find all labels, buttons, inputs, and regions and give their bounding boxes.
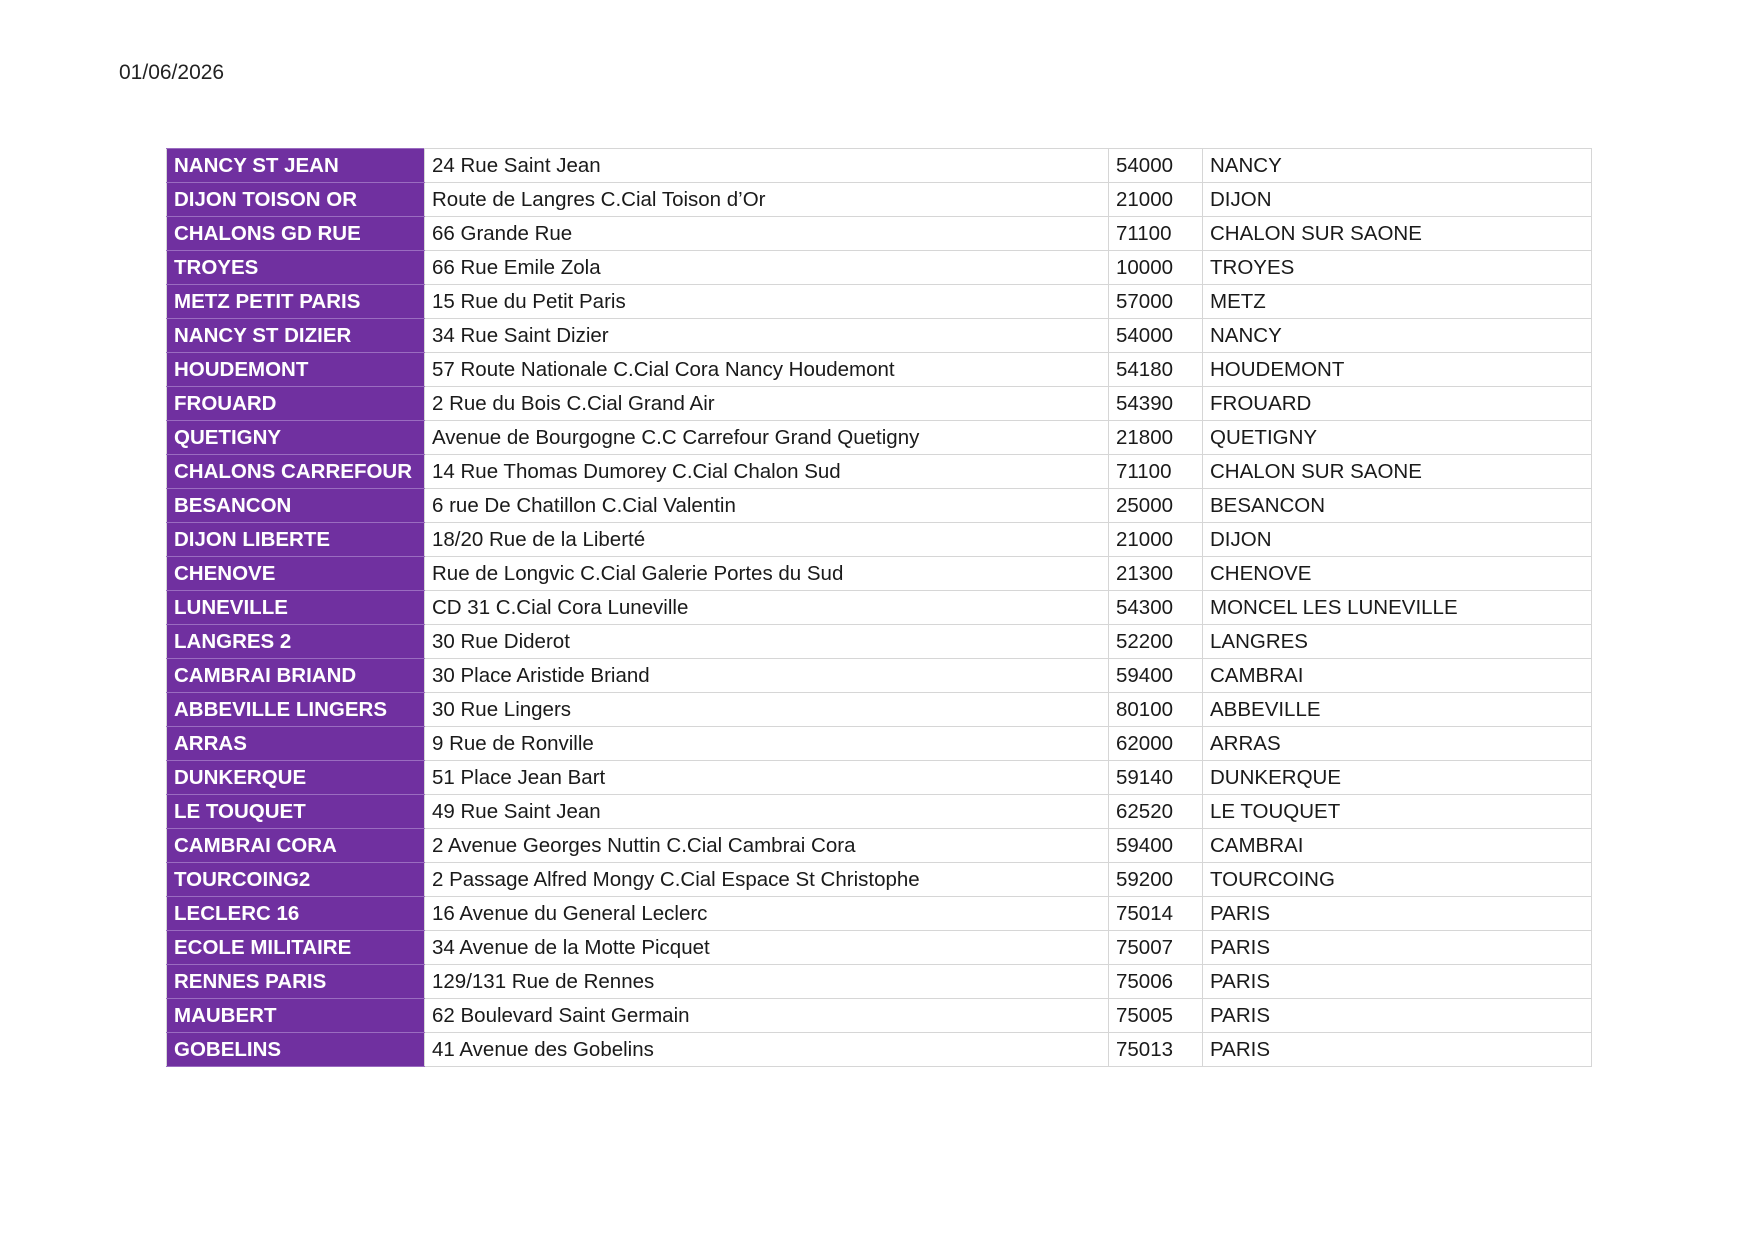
address-cell: 18/20 Rue de la Liberté bbox=[425, 523, 1109, 557]
postal-code-cell: 10000 bbox=[1109, 251, 1203, 285]
city-cell: HOUDEMONT bbox=[1203, 353, 1592, 387]
postal-code-cell: 75005 bbox=[1109, 999, 1203, 1033]
address-cell: 62 Boulevard Saint Germain bbox=[425, 999, 1109, 1033]
table-row bbox=[167, 693, 1592, 727]
postal-code-cell: 59200 bbox=[1109, 863, 1203, 897]
table-row bbox=[167, 761, 1592, 795]
address-cell: 66 Grande Rue bbox=[425, 217, 1109, 251]
store-name-cell: DUNKERQUE bbox=[167, 761, 425, 795]
store-name-cell: CHENOVE bbox=[167, 557, 425, 591]
address-cell: 41 Avenue des Gobelins bbox=[425, 1033, 1109, 1067]
store-name-cell: RENNES PARIS bbox=[167, 965, 425, 999]
postal-code-cell: 59400 bbox=[1109, 659, 1203, 693]
store-name-cell: LANGRES 2 bbox=[167, 625, 425, 659]
table-row bbox=[167, 149, 1592, 183]
postal-code-cell: 71100 bbox=[1109, 455, 1203, 489]
table-row bbox=[167, 863, 1592, 897]
store-name-cell: ABBEVILLE LINGERS bbox=[167, 693, 425, 727]
city-cell: METZ bbox=[1203, 285, 1592, 319]
address-cell: Rue de Longvic C.Cial Galerie Portes du Sud bbox=[425, 557, 1109, 591]
address-cell: 6 rue De Chatillon C.Cial Valentin bbox=[425, 489, 1109, 523]
store-name-cell: QUETIGNY bbox=[167, 421, 425, 455]
address-cell: 14 Rue Thomas Dumorey C.Cial Chalon Sud bbox=[425, 455, 1109, 489]
address-cell: 66 Rue Emile Zola bbox=[425, 251, 1109, 285]
store-name-cell: LUNEVILLE bbox=[167, 591, 425, 625]
address-cell: 34 Avenue de la Motte Picquet bbox=[425, 931, 1109, 965]
postal-code-cell: 75006 bbox=[1109, 965, 1203, 999]
table-row bbox=[167, 285, 1592, 319]
postal-code-cell: 52200 bbox=[1109, 625, 1203, 659]
postal-code-cell: 54180 bbox=[1109, 353, 1203, 387]
address-cell: 51 Place Jean Bart bbox=[425, 761, 1109, 795]
store-name-cell: TROYES bbox=[167, 251, 425, 285]
postal-code-cell: 75014 bbox=[1109, 897, 1203, 931]
table-row bbox=[167, 319, 1592, 353]
table-row bbox=[167, 387, 1592, 421]
store-name-cell: GOBELINS bbox=[167, 1033, 425, 1067]
store-name-cell: ARRAS bbox=[167, 727, 425, 761]
table-row bbox=[167, 965, 1592, 999]
table-row bbox=[167, 931, 1592, 965]
city-cell: TROYES bbox=[1203, 251, 1592, 285]
table-row bbox=[167, 795, 1592, 829]
postal-code-cell: 62000 bbox=[1109, 727, 1203, 761]
city-cell: TOURCOING bbox=[1203, 863, 1592, 897]
address-cell: 34 Rue Saint Dizier bbox=[425, 319, 1109, 353]
store-name-cell: DIJON LIBERTE bbox=[167, 523, 425, 557]
city-cell: ARRAS bbox=[1203, 727, 1592, 761]
city-cell: DIJON bbox=[1203, 523, 1592, 557]
table-row bbox=[167, 489, 1592, 523]
postal-code-cell: 80100 bbox=[1109, 693, 1203, 727]
city-cell: PARIS bbox=[1203, 1033, 1592, 1067]
address-cell: 2 Rue du Bois C.Cial Grand Air bbox=[425, 387, 1109, 421]
postal-code-cell: 57000 bbox=[1109, 285, 1203, 319]
address-cell: 2 Avenue Georges Nuttin C.Cial Cambrai Cora bbox=[425, 829, 1109, 863]
city-cell: CHENOVE bbox=[1203, 557, 1592, 591]
postal-code-cell: 71100 bbox=[1109, 217, 1203, 251]
postal-code-cell: 21300 bbox=[1109, 557, 1203, 591]
store-name-cell: CHALONS CARREFOUR bbox=[167, 455, 425, 489]
store-name-cell: DIJON TOISON OR bbox=[167, 183, 425, 217]
address-cell: 16 Avenue du General Leclerc bbox=[425, 897, 1109, 931]
city-cell: DIJON bbox=[1203, 183, 1592, 217]
store-name-cell: NANCY ST DIZIER bbox=[167, 319, 425, 353]
store-name-cell: METZ PETIT PARIS bbox=[167, 285, 425, 319]
address-cell: 30 Place Aristide Briand bbox=[425, 659, 1109, 693]
postal-code-cell: 59140 bbox=[1109, 761, 1203, 795]
table-row bbox=[167, 183, 1592, 217]
address-cell: Route de Langres C.Cial Toison d’Or bbox=[425, 183, 1109, 217]
city-cell: NANCY bbox=[1203, 319, 1592, 353]
city-cell: CAMBRAI bbox=[1203, 829, 1592, 863]
store-name-cell: LECLERC 16 bbox=[167, 897, 425, 931]
table-row bbox=[167, 727, 1592, 761]
store-list-table bbox=[166, 148, 1592, 1067]
city-cell: ABBEVILLE bbox=[1203, 693, 1592, 727]
table-row bbox=[167, 659, 1592, 693]
postal-code-cell: 54000 bbox=[1109, 149, 1203, 183]
document-date: 01/06/2026 bbox=[119, 61, 225, 84]
city-cell: LANGRES bbox=[1203, 625, 1592, 659]
table-row bbox=[167, 999, 1592, 1033]
postal-code-cell: 54390 bbox=[1109, 387, 1203, 421]
table-row bbox=[167, 557, 1592, 591]
store-name-cell: LE TOUQUET bbox=[167, 795, 425, 829]
city-cell: FROUARD bbox=[1203, 387, 1592, 421]
address-cell: Avenue de Bourgogne C.C Carrefour Grand Quetigny bbox=[425, 421, 1109, 455]
address-cell: 129/131 Rue de Rennes bbox=[425, 965, 1109, 999]
table-row bbox=[167, 455, 1592, 489]
city-cell: CHALON SUR SAONE bbox=[1203, 217, 1592, 251]
address-cell: 24 Rue Saint Jean bbox=[425, 149, 1109, 183]
postal-code-cell: 75013 bbox=[1109, 1033, 1203, 1067]
table-row bbox=[167, 591, 1592, 625]
store-name-cell: FROUARD bbox=[167, 387, 425, 421]
table-row bbox=[167, 625, 1592, 659]
city-cell: PARIS bbox=[1203, 931, 1592, 965]
store-name-cell: NANCY ST JEAN bbox=[167, 149, 425, 183]
table-row bbox=[167, 251, 1592, 285]
store-rows bbox=[167, 149, 1592, 1067]
city-cell: MONCEL LES LUNEVILLE bbox=[1203, 591, 1592, 625]
address-cell: 30 Rue Lingers bbox=[425, 693, 1109, 727]
city-cell: BESANCON bbox=[1203, 489, 1592, 523]
store-name-cell: CAMBRAI BRIAND bbox=[167, 659, 425, 693]
postal-code-cell: 62520 bbox=[1109, 795, 1203, 829]
postal-code-cell: 54300 bbox=[1109, 591, 1203, 625]
address-cell: 30 Rue Diderot bbox=[425, 625, 1109, 659]
store-name-cell: BESANCON bbox=[167, 489, 425, 523]
store-name-cell: ECOLE MILITAIRE bbox=[167, 931, 425, 965]
address-cell: 49 Rue Saint Jean bbox=[425, 795, 1109, 829]
table-row bbox=[167, 897, 1592, 931]
city-cell: PARIS bbox=[1203, 965, 1592, 999]
city-cell: QUETIGNY bbox=[1203, 421, 1592, 455]
city-cell: CAMBRAI bbox=[1203, 659, 1592, 693]
city-cell: NANCY bbox=[1203, 149, 1592, 183]
table-row bbox=[167, 421, 1592, 455]
store-name-cell: CAMBRAI CORA bbox=[167, 829, 425, 863]
table-row bbox=[167, 217, 1592, 251]
postal-code-cell: 54000 bbox=[1109, 319, 1203, 353]
table-row bbox=[167, 523, 1592, 557]
postal-code-cell: 21000 bbox=[1109, 523, 1203, 557]
address-cell: 9 Rue de Ronville bbox=[425, 727, 1109, 761]
table-row bbox=[167, 829, 1592, 863]
postal-code-cell: 21800 bbox=[1109, 421, 1203, 455]
address-cell: CD 31 C.Cial Cora Luneville bbox=[425, 591, 1109, 625]
city-cell: PARIS bbox=[1203, 999, 1592, 1033]
postal-code-cell: 59400 bbox=[1109, 829, 1203, 863]
city-cell: DUNKERQUE bbox=[1203, 761, 1592, 795]
store-name-cell: CHALONS GD RUE bbox=[167, 217, 425, 251]
city-cell: LE TOUQUET bbox=[1203, 795, 1592, 829]
city-cell: PARIS bbox=[1203, 897, 1592, 931]
postal-code-cell: 21000 bbox=[1109, 183, 1203, 217]
postal-code-cell: 75007 bbox=[1109, 931, 1203, 965]
postal-code-cell: 25000 bbox=[1109, 489, 1203, 523]
table-row bbox=[167, 1033, 1592, 1067]
city-cell: CHALON SUR SAONE bbox=[1203, 455, 1592, 489]
store-name-cell: HOUDEMONT bbox=[167, 353, 425, 387]
table-row bbox=[167, 353, 1592, 387]
address-cell: 2 Passage Alfred Mongy C.Cial Espace St Christophe bbox=[425, 863, 1109, 897]
store-name-cell: TOURCOING2 bbox=[167, 863, 425, 897]
address-cell: 15 Rue du Petit Paris bbox=[425, 285, 1109, 319]
address-cell: 57 Route Nationale C.Cial Cora Nancy Houdemont bbox=[425, 353, 1109, 387]
store-name-cell: MAUBERT bbox=[167, 999, 425, 1033]
